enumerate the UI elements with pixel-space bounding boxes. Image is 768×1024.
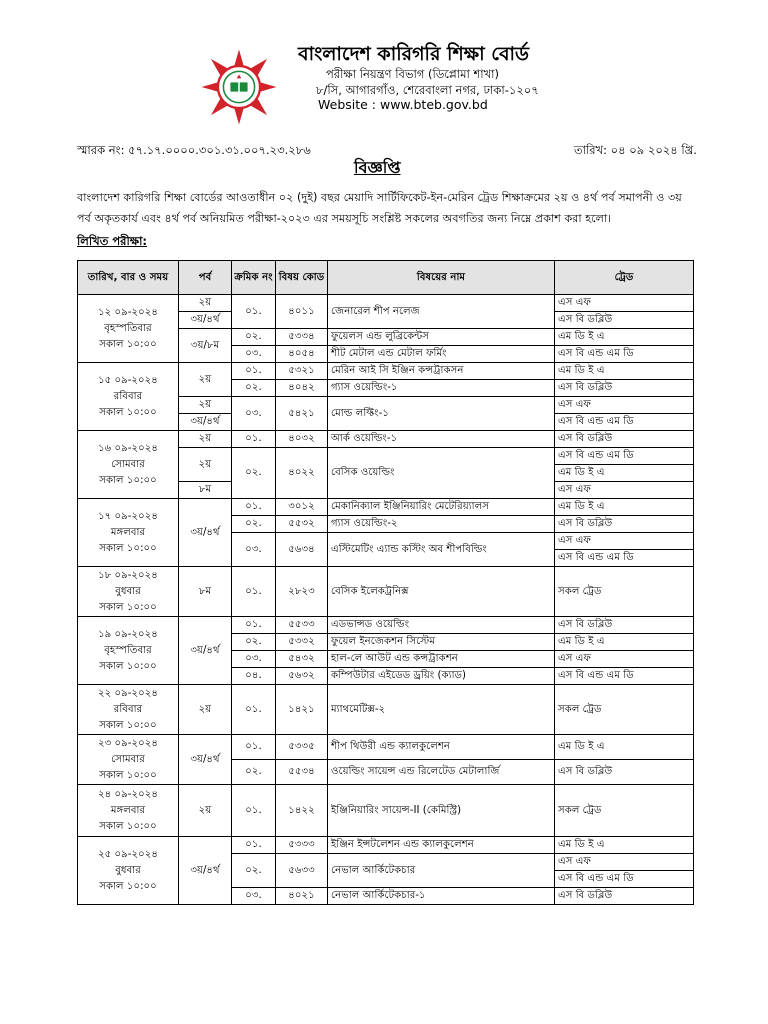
exam-date: ২২ ০৯-২০২৪	[98, 687, 158, 699]
exam-time: সকাল ১০:০০	[99, 660, 157, 672]
exam-day: বৃহস্পতিবার	[104, 322, 152, 334]
part-cell: ৩য়/৪র্থ	[179, 617, 232, 685]
col-header-serial: ক্রমিক নং	[232, 261, 276, 295]
trade-cell: এস বি ডব্লিউ	[555, 760, 694, 785]
trade-cell: এম ডি ই এ	[555, 837, 694, 854]
table-row	[78, 837, 694, 854]
part-cell: ২য়	[179, 685, 232, 735]
part-cell: ২য়	[179, 397, 232, 414]
col-header-date: তারিখ, বার ও সময়	[78, 261, 179, 295]
trade-cell: এস বি ডব্লিউ	[555, 380, 694, 397]
trade-cell: সকল ট্রেড	[555, 685, 694, 735]
subject-cell: গ্যাস ওয়েল্ডিং-২	[328, 516, 555, 533]
exam-time: সকাল ১০:০০	[99, 820, 157, 832]
table-row	[78, 617, 694, 634]
table-row	[78, 785, 694, 837]
trade-cell: সকল ট্রেড	[555, 567, 694, 617]
exam-time: সকাল ১০:০০	[99, 601, 157, 613]
exam-day: বুধবার	[115, 585, 141, 597]
exam-date: ১৯ ০৯-২০২৪	[98, 628, 158, 640]
trade-cell: এম ডি ই এ	[555, 363, 694, 380]
trade-cell: এস বি ডব্লিউ	[555, 516, 694, 533]
serial-cell: ০৩.	[232, 651, 276, 668]
code-cell: ৫৩৩৩	[276, 837, 328, 854]
trade-cell: এস বি এন্ড এম ডি	[555, 871, 694, 888]
exam-time: সকাল ১০:০০	[99, 542, 157, 554]
subject-cell: বেসিক ইলেকট্রনিক্স	[328, 567, 555, 617]
col-header-trade: ট্রেড	[555, 261, 694, 295]
date-cell	[78, 431, 179, 499]
subject-cell: কম্পিউটার এইডেড ড্রয়িং (ক্যাড)	[328, 668, 555, 685]
serial-cell: ০১.	[232, 499, 276, 516]
subject-cell: ইঞ্জিন ইন্সটলেশন এন্ড ক্যালকুলেশন	[328, 837, 555, 854]
table-row	[78, 567, 694, 617]
serial-cell: ০১.	[232, 785, 276, 837]
trade-cell: এস এফ	[555, 651, 694, 668]
exam-date: ১২ ০৯-২০২৪	[98, 306, 158, 318]
table-row	[78, 685, 694, 735]
exam-time: সকাল ১০:০০	[99, 719, 157, 731]
serial-cell: ০২.	[232, 380, 276, 397]
trade-cell: সকল ট্রেড	[555, 785, 694, 837]
code-cell: ১৪২২	[276, 785, 328, 837]
subject-cell: নেভাল আর্কিটেকচার-১	[328, 888, 555, 905]
exam-date: ১৫ ০৯-২০২৪	[98, 374, 158, 386]
subject-cell: হাল-লে আউট এন্ড কন্সট্রাকশন	[328, 651, 555, 668]
subject-cell: ফুয়েল ইনজেকশন সিস্টেম	[328, 634, 555, 651]
col-header-subject: বিষয়ের নাম	[328, 261, 555, 295]
exam-date: ২৪ ০৯-২০২৪	[98, 788, 158, 800]
serial-cell: ০১.	[232, 363, 276, 380]
trade-cell: এম ডি ই এ	[555, 329, 694, 346]
exam-day: মঙ্গলবার	[110, 526, 146, 538]
part-cell: ৮ম	[179, 567, 232, 617]
org-department: পরীক্ষা নিয়ন্ত্রণ বিভাগ (ডিপ্লোমা শাখা)	[326, 67, 499, 81]
part-cell: ৮ম	[179, 482, 232, 499]
subject-cell: এডভান্সড ওয়েল্ডিং	[328, 617, 555, 634]
code-cell: ৫৫৩৩	[276, 617, 328, 634]
trade-cell: এস বি ডব্লিউ	[555, 888, 694, 905]
col-header-part: পর্ব	[179, 261, 232, 295]
subject-cell: আর্ক ওয়েল্ডিং-১	[328, 431, 555, 448]
trade-cell: এস এফ	[555, 482, 694, 499]
serial-cell: ০২.	[232, 448, 276, 499]
code-cell: ৫৩৩৫	[276, 735, 328, 760]
col-header-code: বিষয় কোড	[276, 261, 328, 295]
subject-cell: মোল্ড লফ্টিং-১	[328, 397, 555, 431]
table-row	[78, 499, 694, 516]
trade-cell: এস বি ডব্লিউ	[555, 431, 694, 448]
part-cell: ৩য়/৪র্থ	[179, 312, 232, 329]
exam-time: সকাল ১০:০০	[99, 474, 157, 486]
date-cell	[78, 567, 179, 617]
serial-cell: ০২.	[232, 634, 276, 651]
org-website[interactable]: Website : www.bteb.gov.bd	[318, 97, 488, 112]
trade-cell: এস বি এন্ড এম ডি	[555, 550, 694, 567]
serial-cell: ০৩.	[232, 533, 276, 567]
exam-date: ১৮ ০৯-২০২৪	[98, 569, 158, 581]
exam-time: সকাল ১০:০০	[99, 769, 157, 781]
org-name: বাংলাদেশ কারিগরি শিক্ষা বোর্ড	[298, 43, 530, 65]
subject-cell: এস্টিমেটিং এ্যান্ড কস্টিং অব শীপবিল্ডিং	[328, 533, 555, 567]
trade-cell: এস এফ	[555, 854, 694, 871]
date-cell	[78, 735, 179, 785]
serial-cell: ০২.	[232, 329, 276, 346]
code-cell: ৪০১১	[276, 295, 328, 329]
serial-cell: ০১.	[232, 295, 276, 329]
serial-cell: ০৩.	[232, 397, 276, 431]
code-cell: ৫৩৩৪	[276, 329, 328, 346]
code-cell: ৪০৪২	[276, 380, 328, 397]
memo-date: তারিখ: ০৪ ০৯ ২০২৪ খ্রি.	[574, 143, 697, 157]
part-cell: ৩য়/৪র্থ	[179, 499, 232, 567]
serial-cell: ০১.	[232, 617, 276, 634]
exam-day: সোমবার	[111, 458, 145, 470]
serial-cell: ০২.	[232, 854, 276, 888]
date-cell	[78, 295, 179, 363]
serial-cell: ০১.	[232, 685, 276, 735]
trade-cell: এস এফ	[555, 397, 694, 414]
exam-time: সকাল ১০:০০	[99, 880, 157, 892]
code-cell: ৫৪২১	[276, 397, 328, 431]
exam-date: ১৭ ০৯-২০২৪	[98, 510, 158, 522]
serial-cell: ০২.	[232, 760, 276, 785]
code-cell: ৫৫৩৪	[276, 760, 328, 785]
code-cell: ৩০১২	[276, 499, 328, 516]
exam-schedule-table	[77, 260, 694, 905]
part-cell: ৩য়/৮ম	[179, 329, 232, 363]
trade-cell: এস বি এন্ড এম ডি	[555, 346, 694, 363]
trade-cell: এস বি এন্ড এম ডি	[555, 414, 694, 431]
code-cell: ৪০৫৪	[276, 346, 328, 363]
subject-cell: শীপ থিউরী এন্ড ক্যালকুলেশন	[328, 735, 555, 760]
serial-cell: ০৪.	[232, 668, 276, 685]
subject-cell: গ্যাস ওয়েল্ডিং-১	[328, 380, 555, 397]
code-cell: ৫৬৩২	[276, 668, 328, 685]
code-cell: ৫৪৩২	[276, 651, 328, 668]
trade-cell: এস বি ডব্লিউ	[555, 617, 694, 634]
code-cell: ৪০৩২	[276, 431, 328, 448]
subject-cell: ম্যাথমেটিক্স-২	[328, 685, 555, 735]
part-cell: ২য়	[179, 448, 232, 482]
exam-date: ২৩ ০৯-২০২৪	[98, 737, 158, 749]
section-label: লিখিত পরীক্ষা:	[77, 234, 148, 248]
date-cell	[78, 785, 179, 837]
code-cell: ১৪২১	[276, 685, 328, 735]
part-cell: ৩য়/৪র্থ	[179, 414, 232, 431]
subject-cell: মেরিন আই সি ইঞ্জিন কন্সট্রাকসন	[328, 363, 555, 380]
exam-day: রবিবার	[113, 703, 143, 715]
exam-time: সকাল ১০:০০	[99, 338, 157, 350]
code-cell: ৫৬৩৩	[276, 854, 328, 888]
subject-cell: নেভাল আর্কিটেকচার	[328, 854, 555, 888]
code-cell: ৪০২১	[276, 888, 328, 905]
trade-cell: এস এফ	[555, 533, 694, 550]
bteb-logo	[200, 48, 278, 126]
table-row	[78, 363, 694, 380]
code-cell: ৪০২২	[276, 448, 328, 499]
trade-cell: এম ডি ই এ	[555, 634, 694, 651]
serial-cell: ০২.	[232, 516, 276, 533]
exam-day: সোমবার	[111, 753, 145, 765]
part-cell: ৩য়/৪র্থ	[179, 837, 232, 905]
trade-cell: এস বি এন্ড এম ডি	[555, 668, 694, 685]
trade-cell: এস এফ	[555, 295, 694, 312]
table-header-row	[78, 261, 694, 295]
part-cell: ২য়	[179, 295, 232, 312]
part-cell: ২য়	[179, 431, 232, 448]
date-cell	[78, 837, 179, 905]
exam-time: সকাল ১০:০০	[99, 406, 157, 418]
table-row	[78, 431, 694, 448]
part-cell: ২য়	[179, 363, 232, 397]
date-cell	[78, 363, 179, 431]
part-cell: ৩য়/৪র্থ	[179, 735, 232, 785]
exam-date: ২৫ ০৯-২০২৪	[98, 848, 158, 860]
memo-number: স্মারক নং: ৫৭.১৭.০০০০.৩০১.৩১.০০৭.২৩.২৮৬	[77, 143, 311, 157]
exam-day: বৃহস্পতিবার	[104, 644, 152, 656]
subject-cell: মেকানিক্যাল ইঞ্জিনিয়ারিং মেটেরিয়্যালস	[328, 499, 555, 516]
code-cell: ২৮২৩	[276, 567, 328, 617]
trade-cell: এম ডি ই এ	[555, 735, 694, 760]
serial-cell: ০৩.	[232, 346, 276, 363]
code-cell: ৫৬৩৪	[276, 533, 328, 567]
serial-cell: ০১.	[232, 735, 276, 760]
trade-cell: এস বি এন্ড এম ডি	[555, 448, 694, 465]
serial-cell: ০১.	[232, 431, 276, 448]
exam-day: রবিবার	[113, 390, 143, 402]
subject-cell: ওয়েল্ডিং সায়েন্স এন্ড রিলেটেড মেটালার্জি	[328, 760, 555, 785]
serial-cell: ০১.	[232, 567, 276, 617]
org-address: ৮/সি, আগারগাঁও, শেরেবাংলা নগর, ঢাকা-১২০৭	[316, 83, 539, 97]
date-cell	[78, 617, 179, 685]
subject-cell: শীট মেটাল এন্ড মেটাল ফর্মিং	[328, 346, 555, 363]
subject-cell: জেনারেল শীপ নলেজ	[328, 295, 555, 329]
subject-cell: ফুয়েলস এন্ড লুব্রিকেন্টস	[328, 329, 555, 346]
code-cell: ৫৩২১	[276, 363, 328, 380]
notice-title: বিজ্ঞপ্তি	[354, 158, 401, 177]
table-row	[78, 735, 694, 760]
notice-body: বাংলাদেশ কারিগরি শিক্ষা বোর্ডের আওতাধীন ০২ (দুই) বছর মেয়াদি সার্টিফিকেট-ইন-মেরিন ট্রেড শিক্ষাক্রমের ২য় ও ৪র্থ পর্ব সমাপনী ও ৩য় পর্ব অকৃতকার্য এবং ৪র্থ পর্ব অনিয়মিত পরীক্ষা-২০২৩ এর সময়সূচি সংশ্লিষ্ট সকলের অবগতির জন্য নিম্নে প্রকাশ করা হলো।	[77, 191, 682, 225]
exam-day: বুধবার	[115, 864, 141, 876]
part-cell: ২য়	[179, 785, 232, 837]
exam-day: মঙ্গলবার	[110, 804, 146, 816]
trade-cell: এম ডি ই এ	[555, 465, 694, 482]
subject-cell: ইঞ্জিনিয়ারিং সায়েন্স-II (কেমিস্ট্রি)	[328, 785, 555, 837]
table-row	[78, 295, 694, 312]
date-cell	[78, 685, 179, 735]
code-cell: ৫৩৩২	[276, 634, 328, 651]
code-cell: ৫৫৩২	[276, 516, 328, 533]
exam-date: ১৬ ০৯-২০২৪	[98, 442, 158, 454]
serial-cell: ০১.	[232, 837, 276, 854]
date-cell	[78, 499, 179, 567]
subject-cell: বেসিক ওয়েল্ডিং	[328, 448, 555, 499]
serial-cell: ০৩.	[232, 888, 276, 905]
trade-cell: এম ডি ই এ	[555, 499, 694, 516]
trade-cell: এস বি ডব্লিউ	[555, 312, 694, 329]
